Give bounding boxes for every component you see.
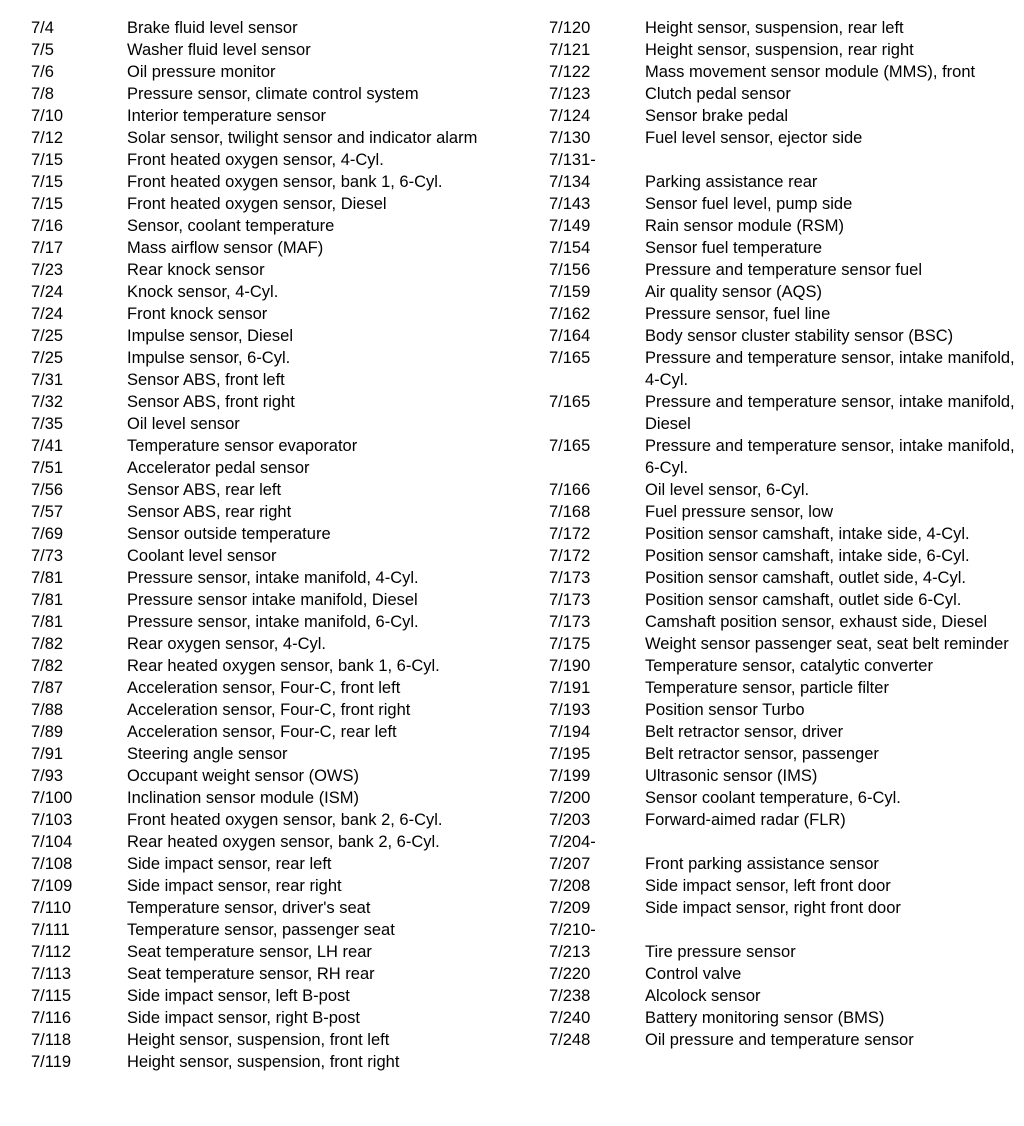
component-code: 7/143 (549, 195, 591, 213)
component-code: 7/194 (549, 723, 591, 741)
list-item (549, 743, 1019, 765)
list-item (31, 61, 511, 83)
component-description: Pressure and temperature sensor, intake manifold, 4-Cyl. (645, 349, 1015, 389)
list-item (31, 171, 511, 193)
list-item (31, 875, 511, 897)
component-code: 7/165 (549, 393, 591, 411)
component-code: 7/240 (549, 1009, 591, 1027)
component-description: Sensor ABS, rear left (127, 481, 282, 499)
list-item (31, 501, 511, 523)
component-code: 7/116 (31, 1009, 72, 1027)
component-description: Acceleration sensor, Four-C, front left (127, 679, 401, 697)
component-code: 7/118 (31, 1031, 72, 1049)
component-code: 7/199 (549, 767, 591, 785)
component-code: 7/191 (549, 679, 591, 697)
component-description: Front heated oxygen sensor, 4-Cyl. (127, 151, 384, 169)
component-description: Sensor coolant temperature, 6-Cyl. (645, 789, 901, 807)
list-item (31, 237, 511, 259)
list-item (549, 853, 1019, 875)
component-description: Camshaft position sensor, exhaust side, Diesel (645, 613, 988, 631)
component-description: Sensor, coolant temperature (127, 217, 335, 235)
component-code: 7/24 (31, 305, 64, 323)
component-code: 7/122 (549, 63, 591, 81)
component-code: 7/121 (549, 41, 591, 59)
list-item (31, 699, 511, 721)
list-item (31, 127, 511, 149)
list-item (549, 655, 1019, 677)
component-code: 7/4 (31, 19, 54, 37)
list-item (31, 545, 511, 567)
list-item (549, 39, 1019, 61)
list-item (31, 83, 511, 105)
right-column (549, 17, 1019, 1051)
component-code: 7/248 (549, 1031, 591, 1049)
component-code: 7/109 (31, 877, 73, 895)
component-code: 7/213 (549, 943, 591, 961)
component-code: 7/51 (31, 459, 64, 477)
component-description: Coolant level sensor (127, 547, 277, 565)
component-code: 7/130 (549, 129, 591, 147)
component-description: Oil level sensor, 6-Cyl. (645, 481, 810, 499)
list-item (549, 985, 1019, 1007)
component-description: Impulse sensor, 6-Cyl. (127, 349, 291, 367)
component-code: 7/165 (549, 437, 591, 455)
list-item (31, 281, 511, 303)
component-code: 7/35 (31, 415, 64, 433)
component-code: 7/195 (549, 745, 591, 763)
list-item (549, 215, 1019, 237)
component-description: Air quality sensor (AQS) (645, 283, 822, 301)
component-code: 7/173 (549, 569, 591, 587)
list-item (31, 721, 511, 743)
component-code: 7/16 (31, 217, 64, 235)
component-code: 7/238 (549, 987, 591, 1005)
list-item (31, 633, 511, 655)
list-item (31, 1007, 511, 1029)
component-code: 7/6 (31, 63, 54, 81)
list-item (549, 875, 1019, 897)
component-description: Pressure sensor, fuel line (645, 305, 831, 323)
component-description: Position sensor camshaft, intake side, 6-Cyl. (645, 547, 970, 565)
list-item (31, 259, 511, 281)
component-code: 7/24 (31, 283, 64, 301)
component-code: 7/12 (31, 129, 64, 147)
list-item (549, 699, 1019, 721)
component-description: Position sensor camshaft, intake side, 4-Cyl. (645, 525, 970, 543)
component-description: Temperature sensor, passenger seat (127, 921, 395, 939)
component-description (645, 919, 1015, 941)
component-description: Fuel level sensor, ejector side (645, 129, 863, 147)
list-item (549, 237, 1019, 259)
list-item (549, 479, 1019, 501)
component-code: 7/82 (31, 657, 64, 675)
list-item (549, 721, 1019, 743)
component-description: Side impact sensor, left B-post (127, 987, 350, 1005)
component-description: Seat temperature sensor, LH rear (127, 943, 372, 961)
component-description: Position sensor Turbo (645, 701, 805, 719)
list-item (549, 523, 1019, 545)
list-item (31, 105, 511, 127)
component-description: Alcolock sensor (645, 987, 761, 1005)
list-item (549, 127, 1019, 149)
component-description: Washer fluid level sensor (127, 41, 311, 59)
list-item (31, 787, 511, 809)
component-code: 7/220 (549, 965, 591, 983)
component-description: Pressure sensor, climate control system (127, 85, 419, 103)
component-description: Pressure and temperature sensor, intake manifold, 6-Cyl. (645, 437, 1015, 477)
list-item (31, 963, 511, 985)
component-code: 7/104 (31, 833, 73, 851)
component-description: Tire pressure sensor (645, 943, 796, 961)
component-description (645, 831, 1015, 853)
list-item (31, 369, 511, 391)
component-code: 7/173 (549, 591, 591, 609)
component-code: 7/168 (549, 503, 591, 521)
component-code: 7/159 (549, 283, 591, 301)
list-item (31, 149, 511, 171)
component-code: 7/91 (31, 745, 64, 763)
component-description: Accelerator pedal sensor (127, 459, 310, 477)
component-code: 7/56 (31, 481, 64, 499)
component-description: Pressure and temperature sensor, intake manifold, Diesel (645, 393, 1015, 433)
component-description: Interior temperature sensor (127, 107, 327, 125)
component-description: Sensor outside temperature (127, 525, 331, 543)
list-item (549, 765, 1019, 787)
list-item (31, 941, 511, 963)
component-code: 7/131- (549, 151, 596, 169)
list-item (31, 391, 511, 413)
list-item (549, 105, 1019, 127)
component-description: Position sensor camshaft, outlet side 6-Cyl. (645, 591, 962, 609)
component-code: 7/5 (31, 41, 54, 59)
component-code: 7/88 (31, 701, 64, 719)
component-code: 7/10 (31, 107, 64, 125)
list-item (549, 919, 1019, 941)
list-item (31, 853, 511, 875)
component-description: Height sensor, suspension, rear left (645, 19, 904, 37)
component-description: Control valve (645, 965, 742, 983)
component-code: 7/87 (31, 679, 64, 697)
list-item (549, 435, 1019, 479)
component-code: 7/119 (31, 1053, 72, 1071)
component-code: 7/209 (549, 899, 591, 917)
list-item (549, 501, 1019, 523)
component-description: Sensor ABS, rear right (127, 503, 292, 521)
list-item (31, 303, 511, 325)
list-item (31, 1051, 511, 1073)
component-description: Pressure and temperature sensor fuel (645, 261, 922, 279)
list-item (31, 831, 511, 853)
list-item (31, 765, 511, 787)
component-code: 7/81 (31, 613, 64, 631)
list-item (549, 941, 1019, 963)
component-code: 7/82 (31, 635, 64, 653)
component-code: 7/123 (549, 85, 591, 103)
list-item (549, 347, 1019, 391)
component-description: Knock sensor, 4-Cyl. (127, 283, 279, 301)
component-code: 7/207 (549, 855, 591, 873)
component-description: Temperature sensor, particle filter (645, 679, 889, 697)
component-code: 7/31 (31, 371, 64, 389)
component-description: Body sensor cluster stability sensor (BSC) (645, 327, 954, 345)
list-item (549, 61, 1019, 83)
component-description: Inclination sensor module (ISM) (127, 789, 360, 807)
component-code: 7/154 (549, 239, 591, 257)
list-item (549, 809, 1019, 831)
component-code: 7/93 (31, 767, 64, 785)
component-code: 7/8 (31, 85, 54, 103)
list-item (31, 567, 511, 589)
list-item (549, 963, 1019, 985)
left-column (31, 17, 511, 1073)
list-item (31, 985, 511, 1007)
component-code: 7/15 (31, 173, 64, 191)
component-code: 7/162 (549, 305, 591, 323)
list-item (31, 589, 511, 611)
component-description: Side impact sensor, rear right (127, 877, 342, 895)
component-description: Side impact sensor, right B-post (127, 1009, 360, 1027)
component-description: Pressure sensor intake manifold, Diesel (127, 591, 418, 609)
list-item (549, 281, 1019, 303)
component-code: 7/89 (31, 723, 64, 741)
component-description: Rear oxygen sensor, 4-Cyl. (127, 635, 327, 653)
list-item (549, 1007, 1019, 1029)
component-code: 7/111 (31, 921, 70, 939)
list-item (31, 1029, 511, 1051)
component-description: Sensor fuel temperature (645, 239, 823, 257)
list-item (549, 259, 1019, 281)
list-item (31, 325, 511, 347)
component-description: Temperature sensor, driver's seat (127, 899, 371, 917)
component-code: 7/103 (31, 811, 73, 829)
list-item (31, 897, 511, 919)
component-description: Sensor ABS, front right (127, 393, 295, 411)
component-description: Front heated oxygen sensor, Diesel (127, 195, 387, 213)
list-item (31, 919, 511, 941)
component-description: Side impact sensor, right front door (645, 899, 901, 917)
component-code: 7/100 (31, 789, 73, 807)
component-code: 7/112 (31, 943, 72, 961)
list-item (31, 479, 511, 501)
list-item (549, 391, 1019, 435)
component-description: Pressure sensor, intake manifold, 6-Cyl. (127, 613, 419, 631)
list-item (31, 743, 511, 765)
component-description: Seat temperature sensor, RH rear (127, 965, 375, 983)
component-description: Front heated oxygen sensor, bank 2, 6-Cyl. (127, 811, 443, 829)
component-code: 7/134 (549, 173, 591, 191)
component-code: 7/69 (31, 525, 64, 543)
component-description: Side impact sensor, rear left (127, 855, 332, 873)
component-description: Mass airflow sensor (MAF) (127, 239, 324, 257)
component-description: Sensor brake pedal (645, 107, 789, 125)
component-code: 7/81 (31, 591, 64, 609)
component-code: 7/23 (31, 261, 64, 279)
list-item (31, 457, 511, 479)
component-description: Front parking assistance sensor (645, 855, 879, 873)
component-code: 7/165 (549, 349, 591, 367)
list-item (31, 193, 511, 215)
component-description: Rear heated oxygen sensor, bank 1, 6-Cyl. (127, 657, 440, 675)
list-item (31, 347, 511, 369)
component-description: Sensor fuel level, pump side (645, 195, 853, 213)
component-description: Parking assistance rear (645, 173, 818, 191)
component-code: 7/115 (31, 987, 72, 1005)
component-description: Clutch pedal sensor (645, 85, 791, 103)
component-code: 7/17 (31, 239, 64, 257)
component-description: Acceleration sensor, Four-C, front right (127, 701, 411, 719)
component-description: Position sensor camshaft, outlet side, 4-Cyl. (645, 569, 966, 587)
component-description: Belt retractor sensor, passenger (645, 745, 879, 763)
list-item (31, 413, 511, 435)
component-code: 7/172 (549, 547, 591, 565)
component-description: Rain sensor module (RSM) (645, 217, 844, 235)
list-item (31, 435, 511, 457)
list-item (31, 611, 511, 633)
list-item (549, 567, 1019, 589)
component-code: 7/200 (549, 789, 591, 807)
list-item (549, 17, 1019, 39)
list-item (549, 787, 1019, 809)
component-code: 7/57 (31, 503, 64, 521)
component-code: 7/149 (549, 217, 591, 235)
component-code: 7/210- (549, 921, 596, 939)
component-description: Solar sensor, twilight sensor and indicator alarm (127, 129, 478, 147)
component-description: Occupant weight sensor (OWS) (127, 767, 359, 785)
list-item (549, 589, 1019, 611)
list-item (549, 897, 1019, 919)
component-description: Mass movement sensor module (MMS), front (645, 63, 976, 81)
component-description: Front knock sensor (127, 305, 268, 323)
component-description: Oil level sensor (127, 415, 240, 433)
list-item (31, 215, 511, 237)
component-description: Ultrasonic sensor (IMS) (645, 767, 818, 785)
component-code: 7/190 (549, 657, 591, 675)
list-item (549, 611, 1019, 633)
component-description: Rear knock sensor (127, 261, 265, 279)
component-description: Height sensor, suspension, front right (127, 1053, 400, 1071)
list-item (31, 523, 511, 545)
component-description: Height sensor, suspension, front left (127, 1031, 390, 1049)
component-code: 7/193 (549, 701, 591, 719)
component-code: 7/120 (549, 19, 591, 37)
component-description: Steering angle sensor (127, 745, 288, 763)
component-description: Pressure sensor, intake manifold, 4-Cyl. (127, 569, 419, 587)
list-item (31, 809, 511, 831)
component-code: 7/156 (549, 261, 591, 279)
component-code: 7/110 (31, 899, 72, 917)
component-code: 7/25 (31, 349, 64, 367)
component-code: 7/166 (549, 481, 591, 499)
component-description: Side impact sensor, left front door (645, 877, 891, 895)
list-item (549, 303, 1019, 325)
list-item (31, 655, 511, 677)
component-description: Front heated oxygen sensor, bank 1, 6-Cyl. (127, 173, 443, 191)
component-description: Temperature sensor, catalytic converter (645, 657, 933, 675)
list-item (549, 325, 1019, 347)
component-code: 7/208 (549, 877, 591, 895)
list-item (549, 193, 1019, 215)
component-code: 7/15 (31, 195, 64, 213)
list-item (31, 39, 511, 61)
component-description: Brake fluid level sensor (127, 19, 298, 37)
component-code: 7/81 (31, 569, 64, 587)
component-code: 7/15 (31, 151, 64, 169)
component-description: Temperature sensor evaporator (127, 437, 358, 455)
component-code: 7/172 (549, 525, 591, 543)
component-description: Oil pressure monitor (127, 63, 276, 81)
list-item (31, 677, 511, 699)
list-item (549, 633, 1019, 655)
component-description: Oil pressure and temperature sensor (645, 1031, 914, 1049)
component-code: 7/113 (31, 965, 72, 983)
component-code: 7/25 (31, 327, 64, 345)
component-description: Battery monitoring sensor (BMS) (645, 1009, 885, 1027)
list-item (549, 831, 1019, 853)
list-item (549, 545, 1019, 567)
list-item (549, 83, 1019, 105)
component-code: 7/73 (31, 547, 64, 565)
component-code: 7/173 (549, 613, 591, 631)
component-description: Sensor ABS, front left (127, 371, 285, 389)
component-description: Acceleration sensor, Four-C, rear left (127, 723, 397, 741)
component-description: Fuel pressure sensor, low (645, 503, 834, 521)
component-description: Weight sensor passenger seat, seat belt reminder (645, 635, 1009, 653)
list-item (549, 1029, 1019, 1051)
component-code: 7/41 (31, 437, 64, 455)
component-description: Belt retractor sensor, driver (645, 723, 844, 741)
component-description: Forward-aimed radar (FLR) (645, 811, 846, 829)
list-item (31, 17, 511, 39)
list-item (549, 171, 1019, 193)
component-description: Height sensor, suspension, rear right (645, 41, 914, 59)
list-item (549, 149, 1019, 171)
component-code: 7/203 (549, 811, 591, 829)
component-code: 7/204- (549, 833, 596, 851)
list-item (549, 677, 1019, 699)
component-description: Rear heated oxygen sensor, bank 2, 6-Cyl. (127, 833, 440, 851)
component-code: 7/164 (549, 327, 591, 345)
component-code: 7/124 (549, 107, 591, 125)
component-code: 7/32 (31, 393, 64, 411)
component-description: Impulse sensor, Diesel (127, 327, 293, 345)
component-code: 7/175 (549, 635, 591, 653)
component-code: 7/108 (31, 855, 73, 873)
component-description (645, 149, 1015, 171)
